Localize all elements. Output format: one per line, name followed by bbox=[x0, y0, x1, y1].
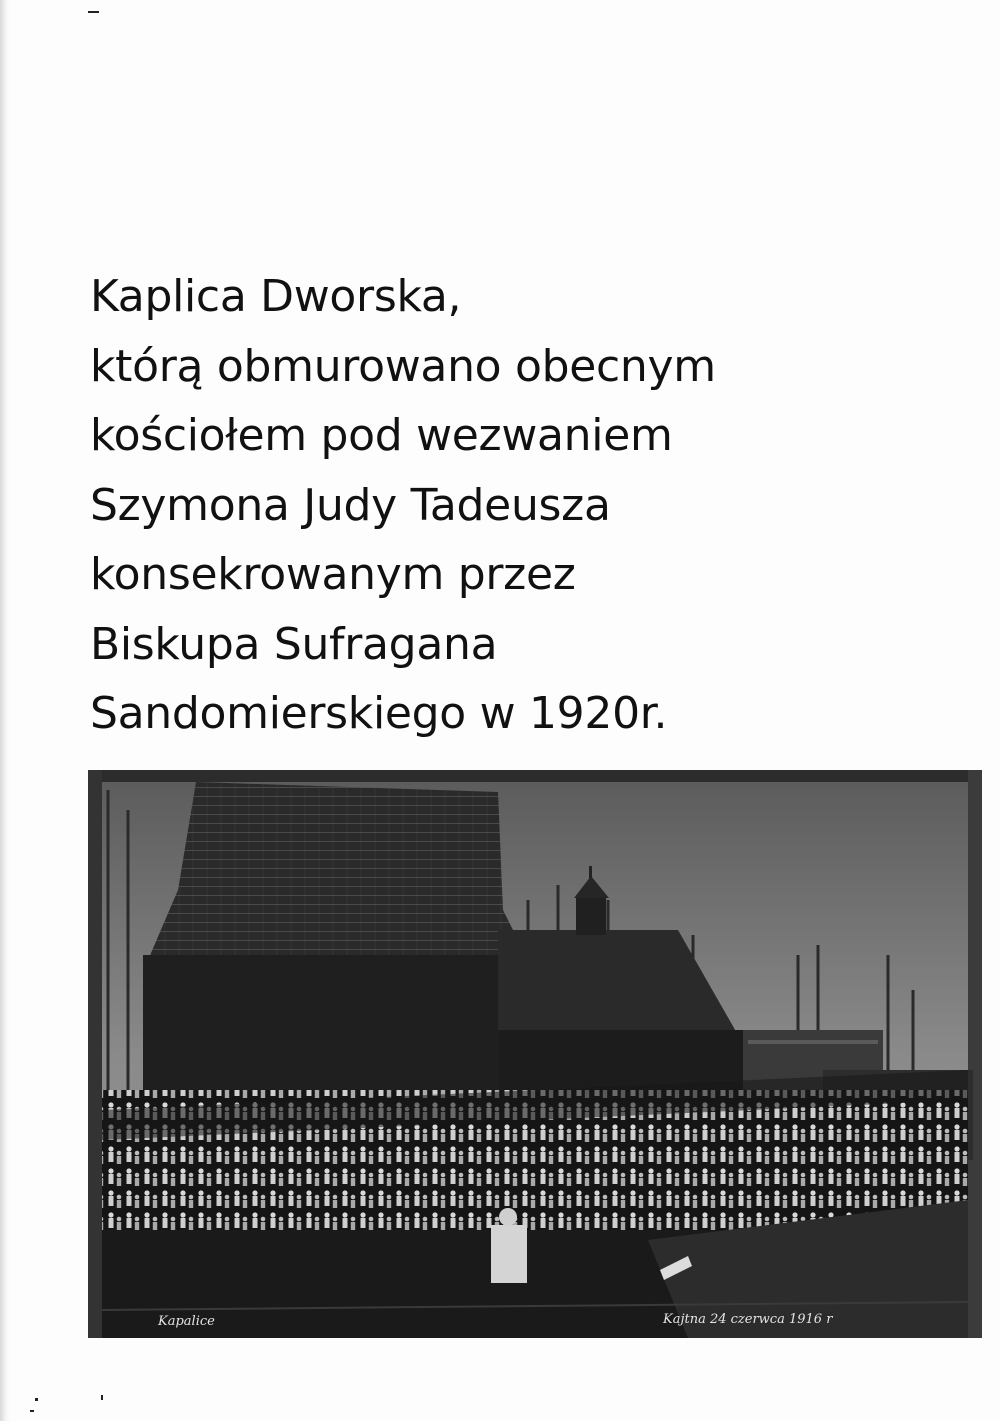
historical-photo bbox=[88, 770, 982, 1338]
photo-inscription-left: Kapalice bbox=[158, 1314, 215, 1329]
caption-line: Biskupa Sufragana bbox=[90, 618, 498, 670]
chapel-caption bbox=[90, 262, 970, 749]
caption-line: którą obmurowano obecnym bbox=[90, 340, 716, 392]
scan-speck bbox=[101, 1395, 103, 1400]
scan-edge-shadow bbox=[0, 0, 10, 1421]
chapel-roof bbox=[148, 782, 528, 960]
caption-line: Sandomierskiego w 1920r. bbox=[90, 688, 668, 739]
caption-line: Szymona Judy Tadeusza bbox=[90, 479, 611, 531]
scan-speck bbox=[35, 1398, 38, 1401]
photo-drawing bbox=[88, 770, 982, 1338]
foreground-figure bbox=[491, 1225, 527, 1283]
church-tower bbox=[576, 895, 606, 935]
caption-line: Kaplica Dworska, bbox=[90, 271, 462, 322]
scan-speck bbox=[30, 1410, 34, 1412]
caption-line: konsekrowanym przez bbox=[90, 549, 576, 600]
caption-line: kościołem pod wezwaniem bbox=[90, 410, 673, 461]
scan-speck bbox=[88, 11, 99, 13]
photo-inscription-right: Kajtna 24 czerwca 1916 r bbox=[663, 1312, 833, 1327]
